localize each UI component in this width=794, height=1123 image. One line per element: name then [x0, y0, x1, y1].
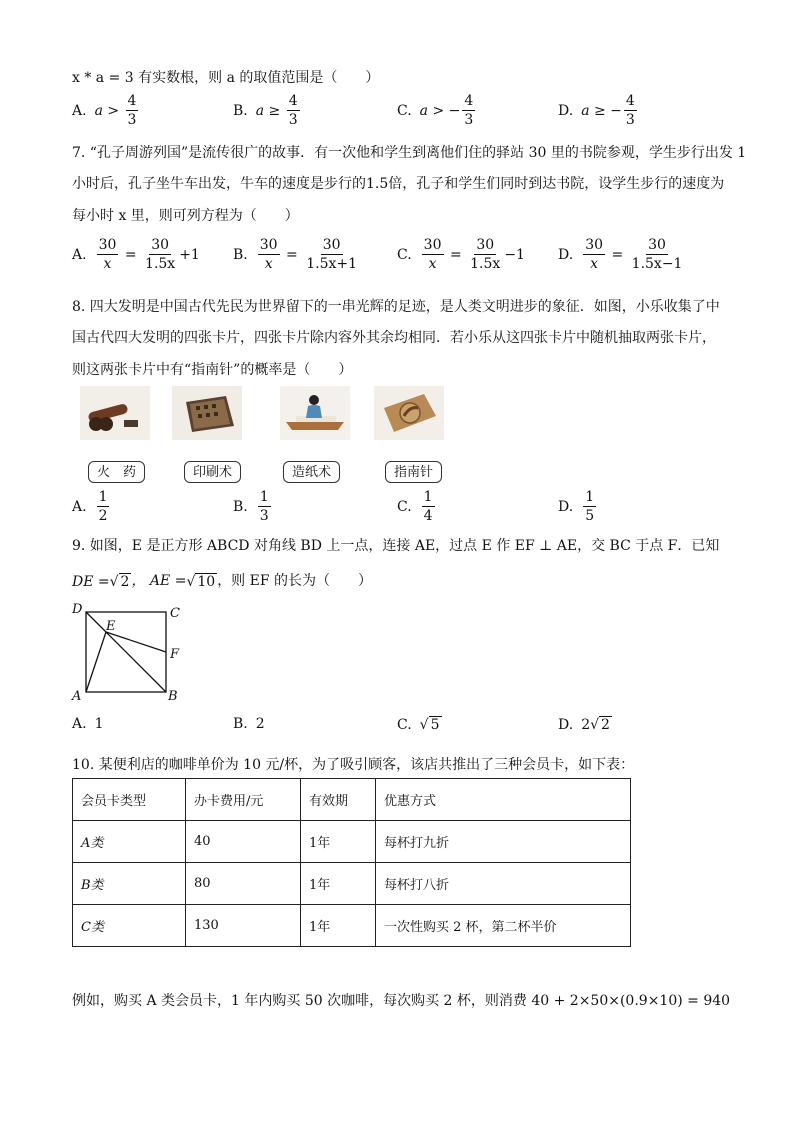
- q8-option-c: C. $\frac{1}{4}$: [397, 489, 433, 524]
- fraction: $\frac{30}{1.5x-1}$: [631, 237, 683, 272]
- table-header: 会员卡类型: [73, 779, 186, 821]
- square-figure: [68, 600, 188, 705]
- q9-line2: [72, 570, 372, 590]
- label-e: E: [106, 619, 116, 634]
- q6-option-a: A. a > $\frac{4}{3}$: [72, 93, 137, 128]
- papermaking-icon: [280, 386, 350, 440]
- cannon-icon: [80, 386, 150, 440]
- fraction: $\frac{30}{1.5x}$: [145, 237, 176, 272]
- q8-option-b: B. $\frac{1}{3}$: [233, 489, 269, 524]
- card-compass: 指南针: [385, 461, 442, 483]
- q7-line3: 每小时 x 里，则可列方程为（ ）: [72, 208, 299, 224]
- q10-example: 例如，购买 A 类会员卡，1 年内购买 50 次咖啡，每次购买 2 杯，则消费 40 + 2×50×(0.9×10) = 940: [72, 993, 731, 1009]
- q9-option-c: C. √ 5: [397, 716, 440, 733]
- label-d: D: [72, 602, 83, 617]
- q8-line2: 国古代四大发明的四张卡片，四张卡片除内容外其余均相同．若小乐从这四张卡片中随机抽取两张卡片，: [72, 330, 716, 346]
- q7-option-a: A. $\frac{30}{x}$ = $\frac{30}{1.5x}$ +1: [72, 237, 200, 272]
- printing-icon: [172, 386, 242, 440]
- fraction: $\frac{1}{3}$: [259, 489, 269, 524]
- label-f: F: [170, 647, 180, 662]
- q9-given-de: DE =: [72, 574, 110, 590]
- table-cell: 1年: [301, 863, 376, 905]
- q8-option-a: A. $\frac{1}{2}$: [72, 489, 108, 524]
- q9-question: ，则 EF 的长为（ ）: [217, 573, 373, 589]
- compass-icon: [374, 386, 444, 440]
- fraction: $\frac{30}{x}$: [585, 237, 604, 272]
- q8-line1: 8. 四大发明是中国古代先民为世界留下的一串光辉的足迹，是人类文明进步的象征．如图，小乐收集了中: [72, 299, 720, 315]
- fraction: $\frac{1}{4}$: [423, 489, 433, 524]
- card-printing: 印刷术: [184, 461, 241, 483]
- table-cell: 80: [186, 863, 301, 905]
- q9-option-d: D. 2 √ 2: [558, 716, 610, 733]
- fraction: $\frac{1}{5}$: [585, 489, 595, 524]
- q6-stem: x * a = 3 有实数根，则 a 的取值范围是（ ）: [72, 70, 380, 86]
- table-header: 优惠方式: [376, 779, 631, 821]
- fraction: $\frac{30}{x}$: [259, 237, 278, 272]
- table-cell: 一次性购买 2 杯，第二杯半价: [376, 905, 631, 947]
- q7-line1: 7. “孔子周游列国”是流传很广的故事．有一次他和学生到离他们住的驿站 30 里的书院参观，学生步行出发 1: [72, 145, 747, 161]
- membership-table: [72, 778, 631, 947]
- table-row: [73, 905, 631, 947]
- q7-option-c: C. $\frac{30}{x}$ = $\frac{30}{1.5x}$ −1: [397, 237, 525, 272]
- table-cell: 每杯打九折: [376, 821, 631, 863]
- q9-given-ae: ， AE =: [131, 573, 187, 589]
- card-gunpowder: 火 药: [88, 461, 145, 483]
- fraction: $\frac{30}{x}$: [423, 237, 442, 272]
- table-cell: 130: [186, 905, 301, 947]
- table-header: 办卡费用/元: [186, 779, 301, 821]
- fraction: $\frac{4}{3}$: [464, 93, 474, 128]
- table-header: 有效期: [301, 779, 376, 821]
- fraction: $\frac{30}{1.5x+1}$: [306, 237, 358, 272]
- fraction: $\frac{1}{2}$: [98, 489, 108, 524]
- q7-option-b: B. $\frac{30}{x}$ = $\frac{30}{1.5x+1}$: [233, 237, 358, 272]
- label-b: B: [168, 689, 178, 704]
- table-cell: 1年: [301, 821, 376, 863]
- label-c: C: [170, 606, 180, 621]
- table-cell: A类: [73, 821, 186, 863]
- table-header-row: [73, 779, 631, 821]
- label-a: A: [72, 689, 82, 704]
- table-cell: 1年: [301, 905, 376, 947]
- fraction: $\frac{4}{3}$: [127, 93, 137, 128]
- fraction: $\frac{4}{3}$: [625, 93, 635, 128]
- q6-option-d: D. a ≥ − $\frac{4}{3}$: [558, 93, 635, 128]
- fraction: $\frac{4}{3}$: [288, 93, 298, 128]
- fraction: $\frac{30}{1.5x}$: [470, 237, 501, 272]
- q7-line2: 小时后，孔子坐牛车出发，牛车的速度是步行的1.5倍，孔子和学生们同时到达书院，设学生步行的速度为: [72, 176, 725, 192]
- q9-option-a: A. 1: [72, 716, 104, 732]
- q6-option-c: C. a > − $\frac{4}{3}$: [397, 93, 474, 128]
- table-row: [73, 821, 631, 863]
- q8-line3: 则这两张卡片中有“指南针”的概率是（ ）: [72, 362, 353, 378]
- table-cell: C类: [73, 905, 186, 947]
- table-cell: 每杯打八折: [376, 863, 631, 905]
- table-cell: B类: [73, 863, 186, 905]
- q9-option-b: B. 2: [233, 716, 265, 732]
- q8-option-d: D. $\frac{1}{5}$: [558, 489, 595, 524]
- q9-line1: 9. 如图，E 是正方形 ABCD 对角线 BD 上一点，连接 AE，过点 E 作 EF ⊥ AE，交 BC 于点 F．已知: [72, 538, 720, 554]
- sqrt-10: √ 10: [186, 574, 216, 590]
- q6-option-b: B. a ≥ $\frac{4}{3}$: [233, 93, 298, 128]
- sqrt-2: √ 2: [109, 574, 130, 590]
- table-row: [73, 863, 631, 905]
- fraction: $\frac{30}{x}$: [98, 237, 117, 272]
- card-papermaking: 造纸术: [283, 461, 340, 483]
- q10-intro: 10. 某便利店的咖啡单价为 10 元/杯，为了吸引顾客，该店共推出了三种会员卡，如下表：: [72, 757, 635, 773]
- q7-option-d: D. $\frac{30}{x}$ = $\frac{30}{1.5x-1}$: [558, 237, 683, 272]
- table-cell: 40: [186, 821, 301, 863]
